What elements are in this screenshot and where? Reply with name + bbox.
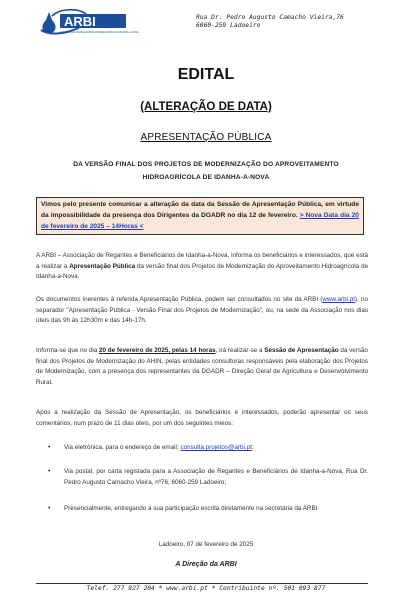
paragraph-session [36,346,368,388]
p1-text-after: da versão final dos Projetos de Modernização do Aproveitamento Hidroagrícola de Idanha-a-Nova. [36,262,368,281]
paragraph-comments: Após a realização da Sessão de Apresentação, os beneficiários e interessados, poderão apresentar os seus comentários, num prazo de 11 dias úteis, por um dos seguintes meios: [36,409,368,427]
paragraph-documents [36,295,368,327]
p3-text-after: da versão final dos Projetos de Modernização do AHIN, pelas entidades consultoras responsáveis pela elaboração dos Projetos de Modernização, com a presença dos representantes da DGADR – Direção Geral de Agricultura e Desenvolvimento Rural. [36,347,368,386]
section-title: APRESENTAÇÃO PÚBLICA [140,132,272,143]
bullet-dot-icon: • [48,468,51,475]
notice-text: Vimos pelo presente comunicar a alteração da data da Sessão de Apresentação Pública, em virtude da impossibilidade da presença dos Dirigentes da DGADR no dia 12 de fevereiro. [41,201,359,219]
document-title: EDITAL [177,66,235,83]
p2-text-after: ), no separador "Apresentação Pública - Versão Final dos Projetos de Modernização", ou, na sede da Associação nos dias úteis das 9h às 12h30m e das 14h-17h. [36,296,369,325]
address-line-2: 6060-259 Ladoeiro [196,22,261,29]
signature: A Direção da ARBI [175,561,237,568]
website-link[interactable]: www.arbi.pt [322,296,355,303]
project-title-line-1: DA VERSÃO FINAL DOS PROJETOS DE MODERNIZAÇÃO DO APROVEITAMENTO [73,161,339,168]
bullet-postal-text: Via postal, por carta registada para a Associação de Regantes e Beneficiários de Idanha-a-Nova, Rua Dr. Pedro Augusto Camacho Vieira, nº76, 6060-259 Ladoeiro; [64,468,368,486]
paragraph-announcement [36,251,368,283]
arbi-logo-icon [38,6,158,36]
b1-end: ; [251,444,254,451]
project-title-line-2: HIDROAGRÍCOLA DE IDANHA-A-NOVA [142,174,270,181]
email-link[interactable]: consulta.projetos@arbi.pt [180,444,252,451]
project-title [40,158,372,184]
p1-bold: Apresentação Pública [69,262,136,270]
date-line: Ladoeiro, 07 de fevereiro de 2025 [158,541,254,548]
p1-text-before: A ARBI – Associação de Regantes e Beneficiários de Idanha-a-Nova, informa os beneficiários e interessados, que está a realizar a [36,252,368,270]
bullet-email-text [64,443,368,454]
arbi-logo [38,6,158,36]
p2-text-before: Os documentos inerentes à referida Apresentação Pública, podem ser consultados no site da ARBI ( [36,296,323,303]
address-line-1: Rua Dr. Pedro Augusto Camacho Vieira,76 [196,14,344,21]
p3-text-before: Informa-se que no dia [36,347,100,354]
footer-contact: Telef. 277 927 204 * www.arbi.pt * Contribuinte nº. 501 093 877 [86,585,326,592]
logo-text: ARBI [64,14,96,29]
document-subtitle: (ALTERAÇÃO DE DATA) [140,101,272,113]
footer-divider [36,583,368,584]
notice-new-date: > Nova Data dia 20 de fevereiro de 2025 – 14Horas < [41,212,359,230]
p3-date: 20 de fevereiro de 2025, pelas 14 horas [99,347,216,354]
logo-tagline: ASSOCIAÇÃO DE REGANTES E BENEFICIÁRIOS DE IDANHA-A-NOVA [60,31,139,34]
bullet-dot-icon: • [48,505,51,512]
date-change-notice [36,197,364,235]
header-address [196,14,344,30]
bullet-in-person-text: Presencialmente, entregando a sua participação escrita diretamente na secretaria da ARBI. [64,505,320,512]
p3-text-middle: , irá realizar-se a [215,347,265,354]
bullet-dot-icon: • [48,444,51,451]
p3-session: Sessão de Apresentação [264,347,339,354]
b1-text: Via eletrónica, para o endereço de email: [64,444,181,451]
